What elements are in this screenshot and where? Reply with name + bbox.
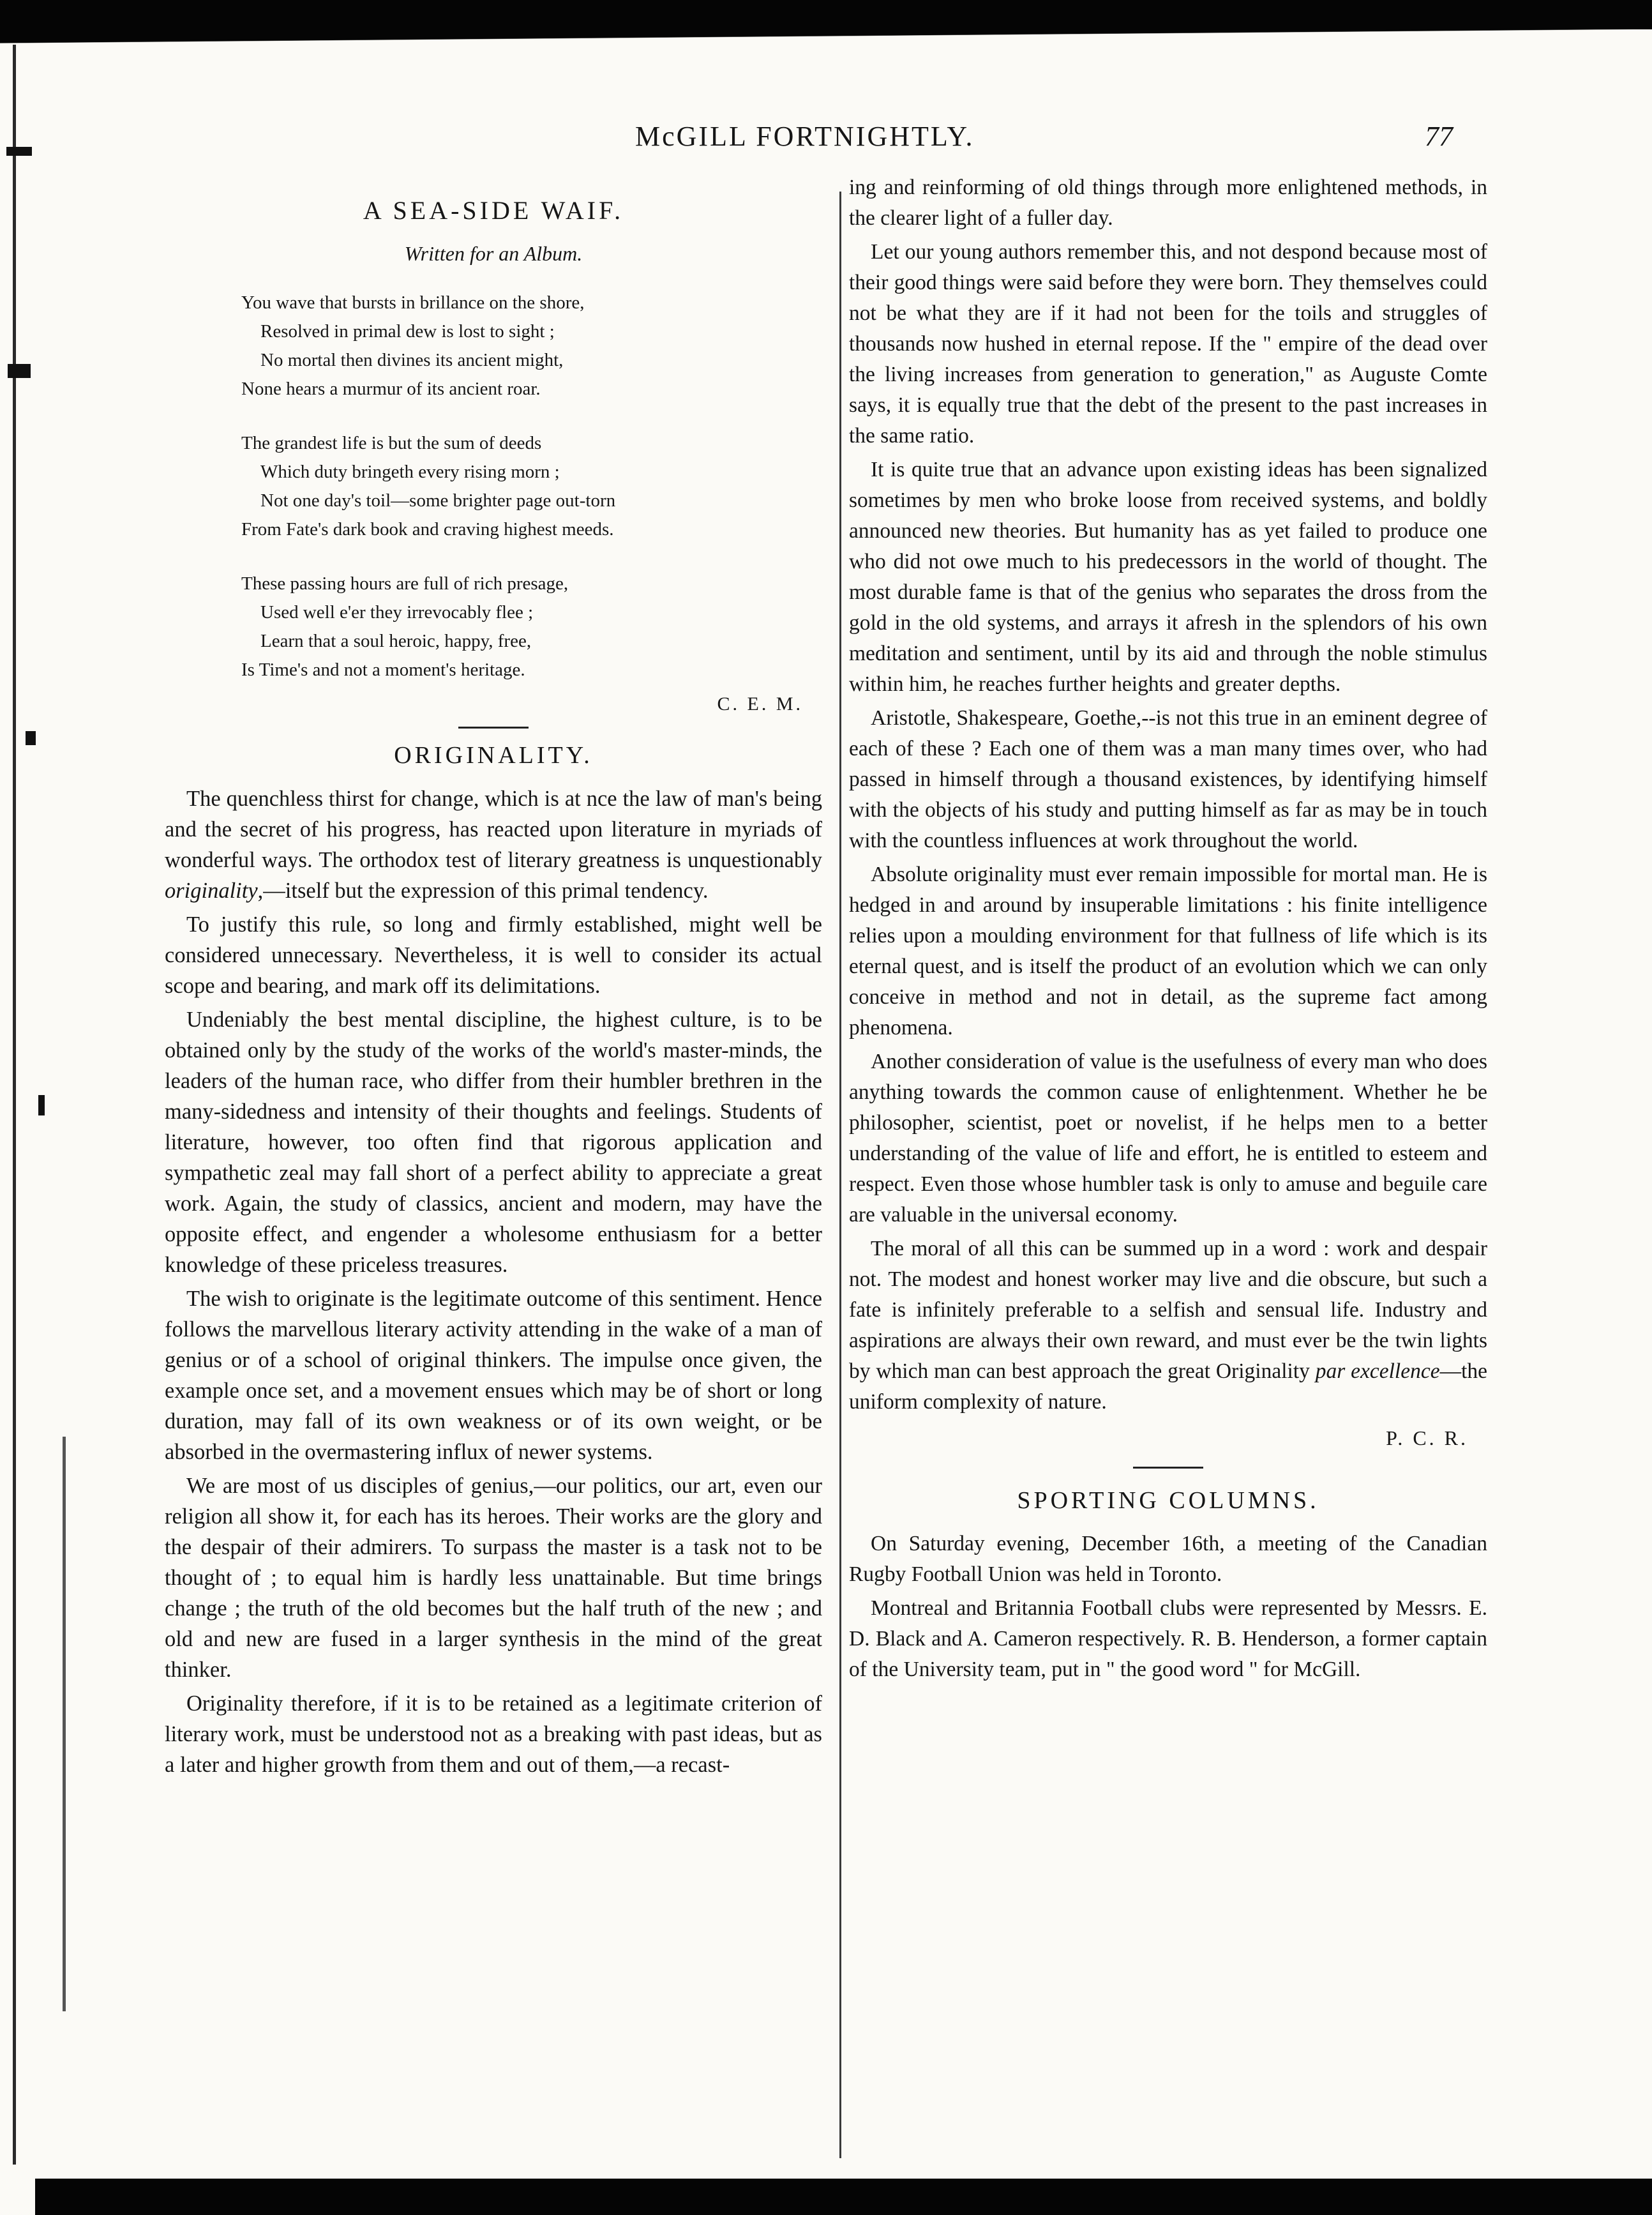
verse-line: Used well e'er they irrevocably flee ; <box>260 602 534 623</box>
journal-title: McGILL FORTNIGHTLY. <box>635 121 975 152</box>
poem-title: A SEA-SIDE WAIF. <box>363 196 624 225</box>
article-paragraph: Aristotle, Shakespeare, Goethe,--is not this true in an eminent degree of each of these ? Each one of them was a man many times over, who had passed in himself through a thousand existences, by identifying himself with the objects of his study and putting himself as far as may be in touch with the countless influences at work throughout the world. <box>849 706 1487 852</box>
verse-line: Learn that a soul heroic, happy, free, <box>260 631 532 651</box>
section-divider <box>458 727 529 729</box>
verse-line: None hears a murmur of its ancient roar. <box>241 379 541 399</box>
emphasis: originality <box>165 879 258 903</box>
verse-line: Is Time's and not a moment's heritage. <box>241 660 525 680</box>
bottom-scan-border <box>35 2179 1652 2215</box>
article-paragraph: To justify this rule, so long and firmly established, might well be considered unnecessary. Nevertheless, it is well to consider its actual scope and bearing, and mark off its delimitations. <box>165 912 822 998</box>
article-title: ORIGINALITY. <box>394 742 593 769</box>
article-paragraph: Another consideration of value is the usefulness of every man who does anything towards the common cause of enlightenment. Whether he be philosopher, scientist, poet or novelist, if he helps men to a better understanding of the value of life and effort, he is entitled to esteem and respect. Even those whose humbler task is only to amuse and beguile care are valuable in the universal economy. <box>849 1050 1487 1227</box>
sporting-paragraph: On Saturday evening, December 16th, a meeting of the Canadian Rugby Football Union was held in Toronto. <box>849 1532 1487 1586</box>
left-column <box>165 172 822 1783</box>
right-column <box>849 172 1487 1688</box>
poem-stanza <box>165 429 822 544</box>
edge-mark <box>63 1437 66 2011</box>
edge-mark <box>8 364 31 378</box>
emphasis: par excellence <box>1315 1359 1440 1383</box>
poem-dedication: Written for an Album. <box>404 242 583 265</box>
verse-line: You wave that bursts in brillance on the shore, <box>241 292 585 313</box>
verse-line: From Fate's dark book and craving highest meeds. <box>241 519 614 540</box>
article-paragraph-continued: ing and reinforming of old things through more enlightened methods, in the clearer light of a fuller day. <box>849 176 1487 230</box>
edge-mark <box>26 731 36 745</box>
article-paragraph: Originality therefore, if it is to be retained as a legitimate criterion of literary work, must be understood not as a breaking with past ideas, but as a later and higher growth from them and out of them,—a recast- <box>165 1691 822 1777</box>
poem-stanza <box>165 570 822 684</box>
article-paragraph: The wish to originate is the legitimate outcome of this sentiment. Hence follows the marvellous literary activity attending in the wake of a man of genius or of a school of original thinkers. The impulse once given, the example once set, and a movement ensues which may be of short or long duration, may fall of its own weakness or of its own weight, or be absorbed in the overmastering influx of newer systems. <box>165 1287 822 1464</box>
article-paragraph: Let our young authors remember this, and not despond because most of their good things were said before they were born. They themselves could not be what they are if it had not been for the toils and struggles of thousands now hushed in eternal repose. If the " empire of the dead over the living increases from generation to generation," as Auguste Comte says, it is equally true that the debt of the present to the past increases in the same ratio. <box>849 240 1487 448</box>
verse-line: No mortal then divines its ancient might, <box>260 350 564 370</box>
top-scan-border <box>0 0 1652 29</box>
article-paragraph: The moral of all this can be summed up in a word : work and despair not. The modest and honest worker may live and die obscure, but such a fate is infinitely preferable to a selfish and sensual life. Industry and aspirations are always their own reward, and must ever be the twin lights by which man can best approach the great Originality par excellence—the uniform complexity of nature. <box>849 1237 1487 1414</box>
article-signature: P. C. R. <box>1386 1426 1468 1449</box>
verse-line: Resolved in primal dew is lost to sight ; <box>260 321 555 342</box>
article-paragraph: Absolute originality must ever remain impossible for mortal man. He is hedged in and around by insuperable limitations : his finite intelligence relies upon a moulding environment for that fullness of life which is its eternal quest, and is itself the product of an evolution which we can only conceive in method and not in detail, as the supreme fact among phenomena. <box>849 863 1487 1039</box>
verse-line: The grandest life is but the sum of deeds <box>241 433 542 453</box>
poem-stanza <box>165 289 822 404</box>
article-paragraph: The quenchless thirst for change, which is at nce the law of man's being and the secret of his progress, has reacted upon literature in myriads of wonderful ways. The orthodox test of literary greatness is unquestionably originality,—itself but the expression of this primal tendency. <box>165 787 822 903</box>
page-number: 77 <box>1425 121 1453 152</box>
verse-line: Not one day's toil—some brighter page out-torn <box>260 490 616 511</box>
top-scan-border-taper <box>0 29 1652 43</box>
article-paragraph: Undeniably the best mental discipline, the highest culture, is to be obtained only by the study of the works of the world's master-minds, the leaders of the human race, who differ from their humbler brethren in the many-sidedness and intensity of their thoughts and feelings. Students of literature, however, too often find that rigorous application and sympathetic zeal may fall short of a perfect ability to appreciate a great work. Again, the study of classics, ancient and modern, may have the opposite effect, and engender a wholesome enthusiasm for a better knowledge of these priceless treasures. <box>165 1008 822 1277</box>
sporting-paragraph: Montreal and Britannia Football clubs were represented by Messrs. E. D. Black and A. Cameron respectively. R. B. Henderson, a former captain of the University team, put in " the good word " for McGill. <box>849 1596 1487 1681</box>
column-divider <box>839 192 841 2158</box>
edge-mark <box>38 1095 45 1115</box>
article-paragraph: We are most of us disciples of genius,—our politics, our art, even our religion all show it, for each has its heroes. Their works are the glory and the despair of their admirers. To surpass the master is a task not to be thought of ; to equal him is hardly less unattainable. But time brings change ; the truth of the old becomes but the half truth of the new ; and old and new are fused in a larger synthesis in the mind of the great thinker. <box>165 1474 822 1682</box>
verse-line: Which duty bringeth every rising morn ; <box>260 462 560 482</box>
poem-signature: C. E. M. <box>717 693 803 714</box>
sporting-title: SPORTING COLUMNS. <box>1017 1487 1319 1514</box>
article-paragraph: It is quite true that an advance upon existing ideas has been signalized sometimes by men who broke loose from received systems, and boldly announced new theories. But humanity has as yet failed to produce one who did not owe much to his predecessors in the world of thought. The most durable fame is that of the genius who separates the dross from the gold in the old systems, and arrays it afresh in the splendors of his own meditation and sentiment, until by its aid and through the noble stimulus within him, he reaches further heights and greater depths. <box>849 458 1487 696</box>
verse-line: These passing hours are full of rich presage, <box>241 573 569 594</box>
left-scan-edge <box>13 45 16 2165</box>
running-head <box>0 120 1652 158</box>
section-divider <box>1133 1467 1203 1469</box>
